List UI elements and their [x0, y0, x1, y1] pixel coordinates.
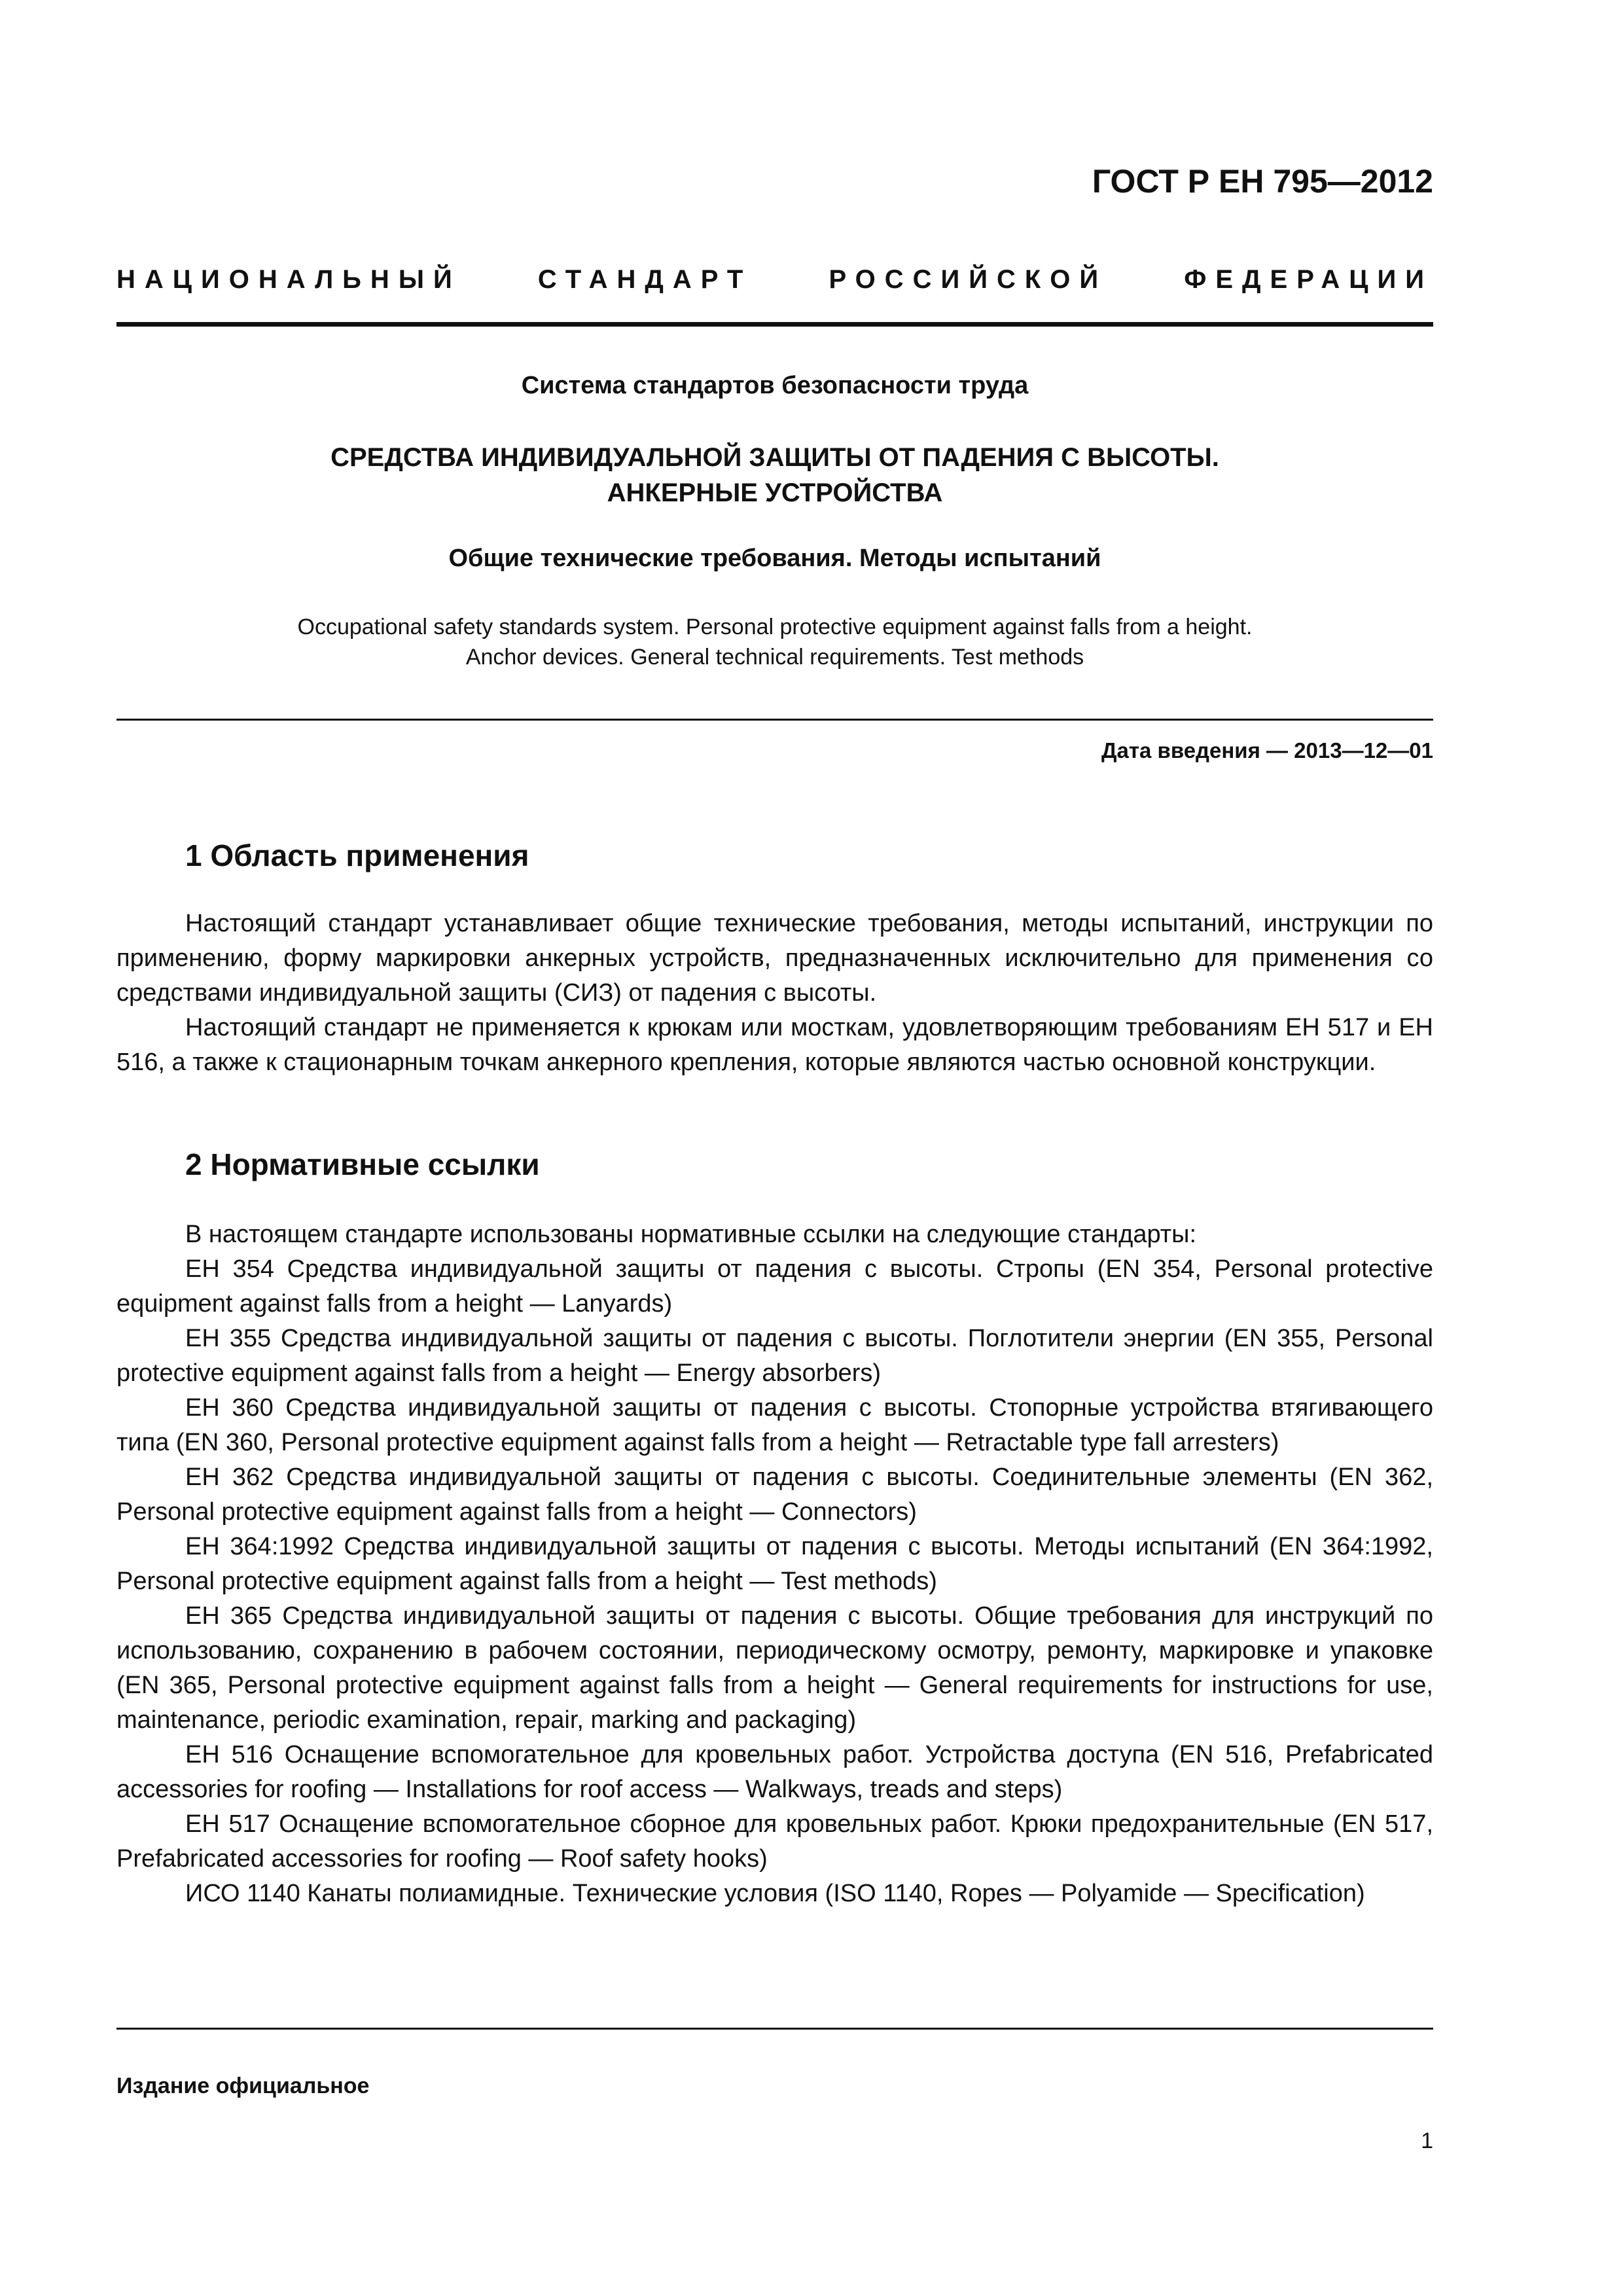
section-1-body: [116, 906, 1433, 1080]
title-line: СРЕДСТВА ИНДИВИДУАЛЬНОЙ ЗАЩИТЫ ОТ ПАДЕНИЯ С ВЫСОТЫ.: [330, 443, 1219, 472]
section-1-heading: 1 Область применения: [185, 838, 529, 872]
reference-item: ЕН 354 Средства индивидуальной защиты от падения с высоты. Стропы (EN 354, Personal protective equipment against falls from a height — Lanyards): [116, 1255, 1433, 1318]
paragraph: Настоящий стандарт не применяется к крюкам или мосткам, удовлетворяющим требованиям ЕН 517 и ЕН 516, а также к стационарным точкам анкерного крепления, которые являются частью основной конструкции.: [116, 1014, 1433, 1076]
official-edition-label: Издание официальное: [116, 2073, 370, 2098]
reference-item: ЕН 355 Средства индивидуальной защиты от падения с высоты. Поглотители энергии (EN 355, Personal protective equipment against falls from a height — Energy absorbers): [116, 1325, 1433, 1387]
reference-item: ЕН 365 Средства индивидуальной защиты от падения с высоты. Общие требования для инструкций по использованию, сохранению в рабочем состоянии, периодическому осмотру, ремонту, маркировке и упаковке (EN 365, Personal protective equipment against falls from a height — General requirements for instructions for use, maintenance, periodic examination, repair, marking and packaging): [116, 1602, 1433, 1734]
footer-divider: [116, 2028, 1433, 2030]
introduction-date: Дата введения — 2013—12—01: [1101, 738, 1433, 762]
reference-item: ЕН 362 Средства индивидуальной защиты от падения с высоты. Соединительные элементы (EN 362, Personal protective equipment against falls from a height — Connectors): [116, 1463, 1433, 1526]
english-title: [116, 612, 1433, 672]
document-subtitle: Общие технические требования. Методы испытаний: [448, 545, 1101, 572]
reference-item: ЕН 516 Оснащение вспомогательное для кровельных работ. Устройства доступа (EN 516, Prefabricated accessories for roofing — Installations for roof access — Walkways, treads and steps): [116, 1741, 1433, 1803]
document-page: [116, 0, 1433, 2296]
section-2-heading: 2 Нормативные ссылки: [185, 1147, 540, 1181]
system-title: Система стандартов безопасности труда: [521, 372, 1029, 399]
banner-word: СТАНДАРТ: [537, 265, 753, 294]
page-number: 1: [1421, 2128, 1433, 2153]
banner-word: НАЦИОНАЛЬНЫЙ: [116, 265, 461, 294]
header-divider: [116, 322, 1433, 327]
banner-word: ФЕДЕРАЦИИ: [1184, 265, 1433, 294]
english-title-line: Anchor devices. General technical requirements. Test methods: [465, 645, 1084, 670]
title-line: АНКЕРНЫЕ УСТРОЙСТВА: [607, 478, 943, 507]
title-divider: [116, 719, 1433, 721]
reference-item: ЕН 364:1992 Средства индивидуальной защиты от падения с высоты. Методы испытаний (EN 364:1992, Personal protective equipment against falls from a height — Test methods): [116, 1533, 1433, 1595]
document-code: ГОСТ Р ЕН 795—2012: [1092, 163, 1433, 200]
banner-word: РОССИЙСКОЙ: [829, 265, 1108, 294]
english-title-line: Occupational safety standards system. Personal protective equipment against falls from a height.: [297, 615, 1253, 639]
paragraph: В настоящем стандарте использованы нормативные ссылки на следующие стандарты:: [185, 1221, 1197, 1248]
document-title: [116, 440, 1433, 511]
paragraph: Настоящий стандарт устанавливает общие технические требования, методы испытаний, инструкции по применению, форму маркировки анкерных устройств, предназначенных исключительно для применения со средствами индивидуальной защиты (СИЗ) от падения с высоты.: [116, 910, 1433, 1007]
reference-item: ЕН 360 Средства индивидуальной защиты от падения с высоты. Стопорные устройства втягивающего типа (EN 360, Personal protective equipment against falls from a height — Retractable type fall arresters): [116, 1394, 1433, 1456]
section-2-body: [116, 1217, 1433, 1911]
reference-item: ИСО 1140 Канаты полиамидные. Технические условия (ISO 1140, Ropes — Polyamide — Specification): [185, 1880, 1365, 1907]
reference-item: ЕН 517 Оснащение вспомогательное сборное для кровельных работ. Крюки предохранительные (EN 517, Prefabricated accessories for roofing — Roof safety hooks): [116, 1810, 1433, 1873]
national-standard-banner: [116, 265, 1433, 295]
